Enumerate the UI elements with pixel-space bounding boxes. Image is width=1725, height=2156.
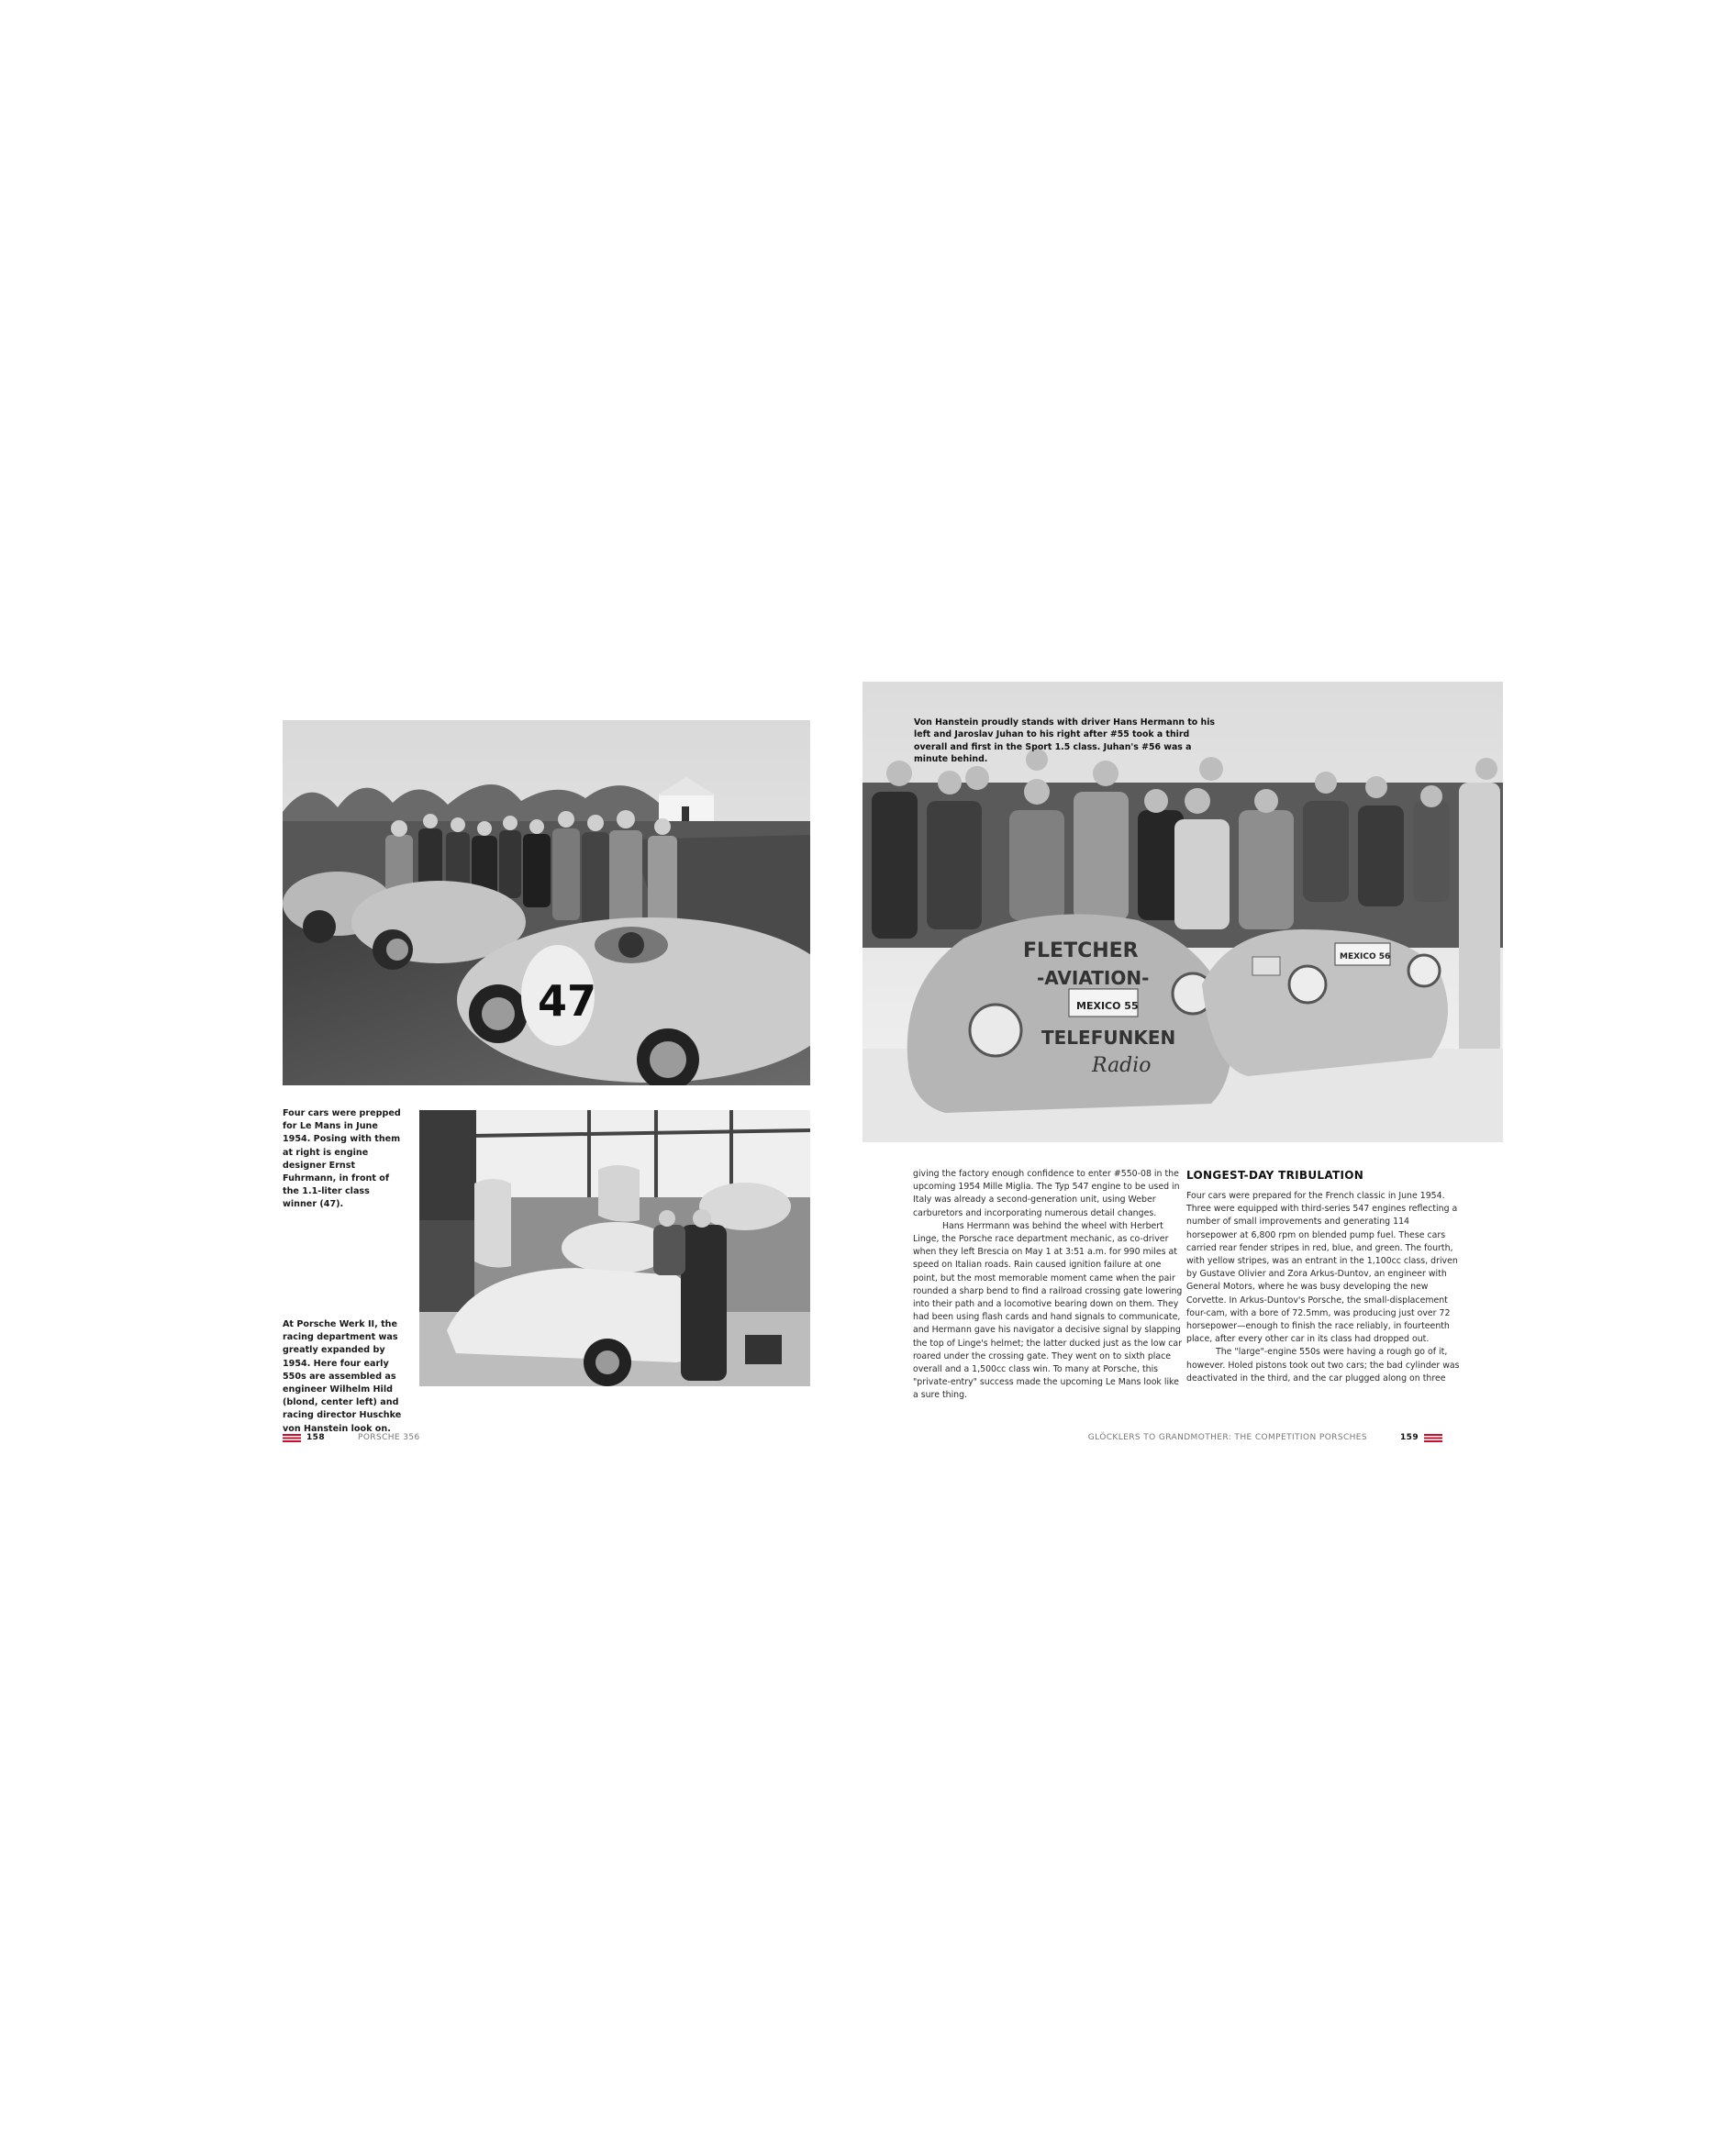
sponsor-telefunken: TELEFUNKEN <box>1041 1027 1176 1049</box>
running-head-left: PORSCHE 356 <box>358 1433 420 1442</box>
red-stripes-icon <box>283 1434 301 1442</box>
caption-werk-ii-workshop: At Porsche Werk II, the racing department was greatly expanded by 1954. Here four early 550s are assembled as engineer Wilhelm Hild (blond, center left) and racing director Huschke von Hanstein look on. <box>283 1319 402 1434</box>
body-paragraph: The "large"-engine 550s were having a rough go of it, however. Holed pistons took out two cars; the bad cylinder was deactivated in the third, and the car plugged along on three <box>1186 1347 1460 1384</box>
body-paragraph: Four cars were prepared for the French classic in June 1954. Three were equipped with third-series 547 engines reflecting a number of small improvements and generating 114 horsepower at 6,800 rpm on blended pump fuel. These cars carried rear fender stripes in red, blue, and green. The fourth, with yellow stripes, was an entrant in the 1,100cc class, driven by Gustave Olivier and Zora Arkus-Duntov, an engineer with General Motors, where he was busy developing the new Corvette. In Arkus-Duntov's Porsche, the small-displacement four-cam, with a bore of 72.5mm, was producing just over 72 horsepower—enough to finish the race reliably, in fourteenth place, after every other car in its class had dropped out. <box>1186 1191 1458 1345</box>
photo-caption-overlay: Von Hanstein proudly stands with driver Hans Hermann to his left and Jaroslav Juhan to his right after #55 took a third overall and first in the Sport 1.5 class. Juhan's #56 was a minute behind. <box>914 717 1215 765</box>
photo-werk-ii-workshop <box>419 1110 810 1386</box>
body-column-right <box>1186 1168 1462 1385</box>
page-number-right: 159 <box>1400 1433 1419 1442</box>
sponsor-fletcher: FLETCHER <box>1023 939 1139 962</box>
caption-le-mans-lineup: Four cars were prepped for Le Mans in June 1954. Posing with them at right is engine designer Ernst Fuhrmann, in front of the 1.1-liter class winner (47). <box>283 1108 401 1210</box>
sponsor-aviation: -AVIATION- <box>1037 967 1150 989</box>
sponsor-radio: Radio <box>1092 1054 1152 1077</box>
page-number-left: 158 <box>306 1433 325 1442</box>
plate-56: MEXICO 56 <box>1340 952 1391 961</box>
section-heading: LONGEST-DAY TRIBULATION <box>1186 1169 1364 1182</box>
plate-55: MEXICO 55 <box>1076 1000 1139 1012</box>
folio-left <box>283 1431 420 1444</box>
photo-carrera-panamericana <box>862 682 1503 1142</box>
red-stripes-icon <box>1424 1434 1442 1442</box>
car-number-47: 47 <box>538 976 597 1026</box>
folio-right <box>1088 1431 1442 1444</box>
body-column-left <box>913 1168 1186 1403</box>
running-head-right: GLÖCKLERS TO GRANDMOTHER: THE COMPETITION PORSCHES <box>1087 1433 1367 1442</box>
body-paragraph: giving the factory enough confidence to enter #550-08 in the upcoming 1954 Mille Miglia. The Typ 547 engine to be used in Italy was already a second-generation unit, using Weber carburetors and incorporating numerous detail changes. <box>913 1169 1180 1218</box>
body-paragraph: Hans Herrmann was behind the wheel with Herbert Linge, the Porsche race department mechanic, as co-driver when they left Brescia on May 1 at 3:51 a.m. for 990 miles at speed on Italian roads. Rain caused ignition failure at one point, but the most memorable moment came when the pair rounded a sharp bend to find a railroad crossing gate lowering into their path and a locomotive bearing down on them. They had been using flash cards and hand signals to communicate, and Hermann gave his navigator a decisive signal by slapping the top of Linge's helmet; the latter ducked just as the low car roared under the crossing gate. They went on to sixth place overall and a 1,500cc class win. To many at Porsche, this "private-entry" success made the upcoming Le Mans look like a sure thing. <box>913 1220 1183 1401</box>
photo-le-mans-lineup <box>283 720 810 1085</box>
